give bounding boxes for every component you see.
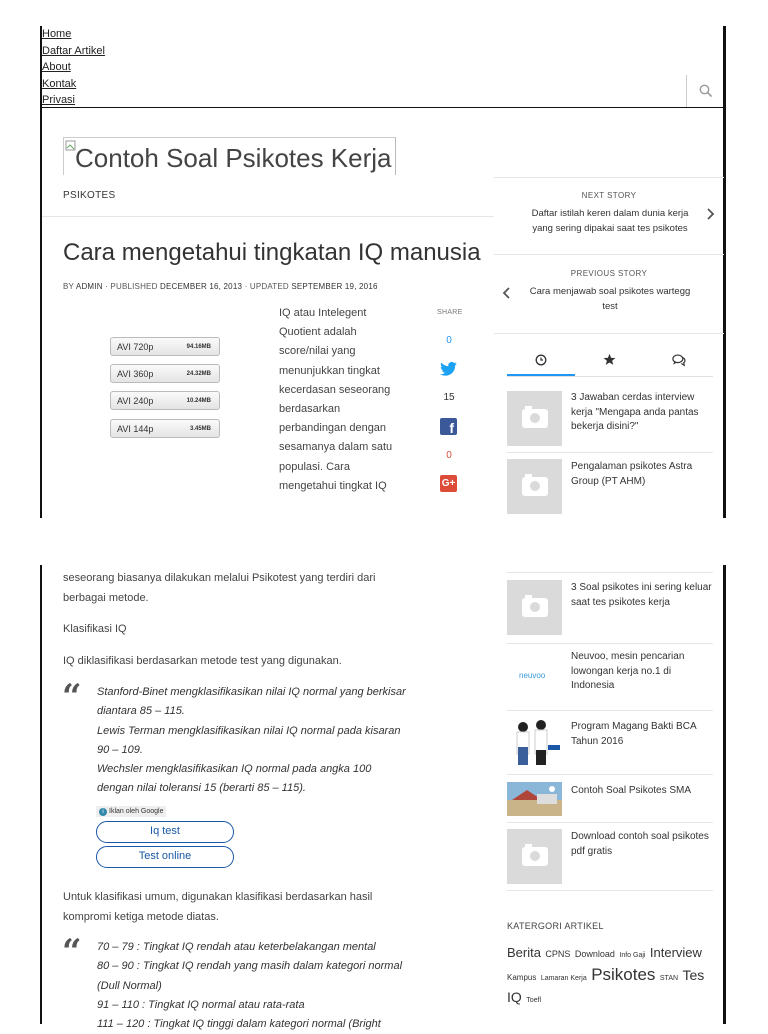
article-intro: IQ atau Intelegent Quotient adalah score/nilai yang menunjukkan tingkat kecerdasan seseorang berdasarkan perbandingan dengan sesamanya dalam satu populasi. Cara mengetahui tingkat IQ: [279, 307, 393, 492]
facebook-count: 15: [443, 392, 455, 403]
search-icon[interactable]: [699, 84, 713, 98]
post-thumbnail[interactable]: [507, 829, 562, 884]
download-144p-button[interactable]: AVI 144p 3.45MB: [110, 419, 220, 438]
post-thumbnail[interactable]: [507, 717, 562, 767]
nav-bottom-border: [42, 107, 724, 108]
tag-download[interactable]: Download: [574, 949, 615, 959]
tag-cpns[interactable]: CPNS: [545, 949, 571, 959]
tag-interview[interactable]: Interview: [649, 945, 702, 960]
camera-icon: [522, 847, 548, 866]
google-plus-icon[interactable]: G+: [440, 475, 457, 492]
meta-updated: SEPTEMBER 19, 2016: [291, 282, 378, 291]
page-title: Cara mengetahui tingkatan IQ manusia: [63, 239, 481, 266]
nav-item-privasi[interactable]: Privasi: [42, 94, 76, 106]
widget-post-link[interactable]: 3 Soal psikotes ini sering keluar saat tes psikotes kerja: [571, 582, 712, 608]
quote-icon: “: [62, 677, 82, 717]
post-thumbnail[interactable]: [507, 459, 562, 514]
nav-item-kontak[interactable]: Kontak: [42, 77, 77, 90]
download-240p-button[interactable]: AVI 240p 10.24MB: [110, 391, 220, 410]
chevron-left-icon[interactable]: [501, 286, 511, 305]
article-category[interactable]: PSIKOTES: [63, 190, 116, 201]
article-paragraph: Untuk klasifikasi umum, digunakan klasifikasi berdasarkan hasil kompromi ketiga metode diatas.: [63, 891, 373, 923]
ad-choices-label[interactable]: i Iklan oleh Google: [96, 806, 166, 817]
camera-icon: [522, 598, 548, 617]
widget-post-link[interactable]: Pengalaman psikotes Astra Group (PT AHM): [571, 461, 693, 487]
tag-berita[interactable]: Berita: [507, 945, 541, 960]
chevron-right-icon[interactable]: [706, 207, 716, 226]
section-heading: Klasifikasi IQ: [63, 623, 127, 635]
nav-item-daftar-artikel[interactable]: Daftar Artikel: [42, 44, 105, 57]
tag-tes-iq[interactable]: Tes IQ: [507, 967, 705, 1005]
widget-post-link[interactable]: Contoh Soal Psikotes SMA: [571, 785, 692, 796]
next-story-link[interactable]: Daftar istilah keren dalam dunia kerja yang sering dipakai saat tes psikotes: [531, 208, 689, 234]
tab-comments[interactable]: [645, 348, 713, 376]
tag-info-gaji[interactable]: Info Gaji: [619, 952, 646, 959]
comments-icon: [672, 354, 686, 366]
star-icon: [603, 353, 616, 366]
site-logo[interactable]: [63, 137, 396, 175]
building-photo: [507, 782, 562, 816]
twitter-icon[interactable]: [440, 362, 457, 376]
widget-post-link[interactable]: Program Magang Bakti BCA Tahun 2016: [571, 721, 697, 747]
kategori-heading: KATERGORI ARTIKEL: [507, 921, 604, 931]
search-divider: [686, 75, 687, 107]
people-photo: [507, 717, 562, 767]
tab-recent[interactable]: [507, 348, 575, 376]
main-nav: [42, 26, 105, 109]
meta-by: BY: [63, 282, 74, 291]
ad-button-iq-test[interactable]: Iq test: [96, 821, 234, 843]
blockquote: Stanford-Binet mengklasifikasikan nilai IQ normal yang berkisar diantara 85 – 115. Lewis Terman mengklasifikasikan nilai IQ normal pada kisaran 90 – 109. Wechsler mengklasifikasikan IQ normal pada angka 100 dengan nilai toleransi 15 (berarti 85 – 115).: [97, 686, 406, 795]
tag-psikotes[interactable]: Psikotes: [591, 965, 656, 984]
ad-button-test-online[interactable]: Test online: [96, 846, 234, 868]
clock-icon: [535, 354, 547, 366]
widget-post-link[interactable]: 3 Jawaban cerdas interview kerja "Mengapa anda pantas bekerja disini?": [571, 392, 699, 432]
post-thumbnail[interactable]: [507, 391, 562, 446]
post-thumbnail[interactable]: [507, 650, 562, 705]
widget-post-link[interactable]: Neuvoo, mesin pencarian lowongan kerja no.1 di Indonesia: [571, 651, 685, 691]
nav-item-home[interactable]: Home: [42, 28, 72, 40]
post-thumbnail[interactable]: [507, 580, 562, 635]
quote-icon: “: [62, 932, 82, 972]
camera-icon: [522, 409, 548, 428]
facebook-icon[interactable]: f: [440, 418, 457, 435]
tag-cloud: [507, 943, 719, 1010]
download-720p-button[interactable]: AVI 720p 94.16MB: [110, 337, 220, 356]
nav-item-about[interactable]: About: [42, 61, 71, 73]
meta-published: DECEMBER 16, 2013: [160, 282, 243, 291]
tag-kampus[interactable]: Kampus: [507, 973, 537, 982]
article-paragraph: seseorang biasanya dilakukan melalui Psikotest yang terdiri dari berbagai metode.: [63, 572, 376, 604]
meta-updated-label: · UPDATED: [244, 282, 289, 291]
logo-alt-text: Contoh Soal Psikotes Kerja: [75, 143, 392, 173]
share-label: SHARE: [437, 309, 463, 316]
meta-published-label: · PUBLISHED: [105, 282, 158, 291]
download-360p-button[interactable]: AVI 360p 24.32MB: [110, 364, 220, 383]
previous-story-link[interactable]: Cara menjawab soal psikotes wartegg test: [529, 286, 691, 312]
previous-story-label: PREVIOUS STORY: [570, 269, 648, 278]
camera-icon: [522, 477, 548, 496]
blockquote: 70 – 79 : Tingkat IQ rendah atau keterbelakangan mental 80 – 90 : Tingkat IQ rendah yang masih dalam kategori normal (Dull Normal) 91 – 110 : Tingkat IQ normal atau rata-rata 111 – 120 : Tingkat IQ tinggi dalam kategori normal (Bright: [97, 941, 403, 1031]
neuvoo-logo: neuvoo: [519, 671, 546, 680]
article-meta: [63, 282, 378, 291]
tag-toefl[interactable]: Toefl: [526, 997, 542, 1004]
google-count: 0: [446, 450, 452, 461]
info-icon: i: [99, 808, 107, 816]
next-story-label: NEXT STORY: [581, 191, 637, 200]
article-paragraph: IQ diklasifikasi berdasarkan metode test yang digunakan.: [63, 655, 342, 667]
tag-lamaran-kerja[interactable]: Lamaran Kerja: [540, 975, 587, 982]
twitter-count: 0: [446, 335, 452, 346]
meta-author[interactable]: ADMIN: [75, 282, 103, 291]
post-thumbnail[interactable]: [507, 782, 562, 816]
tab-popular[interactable]: [576, 348, 644, 376]
widget-post-link[interactable]: Download contoh soal psikotes pdf gratis: [571, 831, 709, 857]
tag-stan[interactable]: STAN: [659, 975, 679, 982]
